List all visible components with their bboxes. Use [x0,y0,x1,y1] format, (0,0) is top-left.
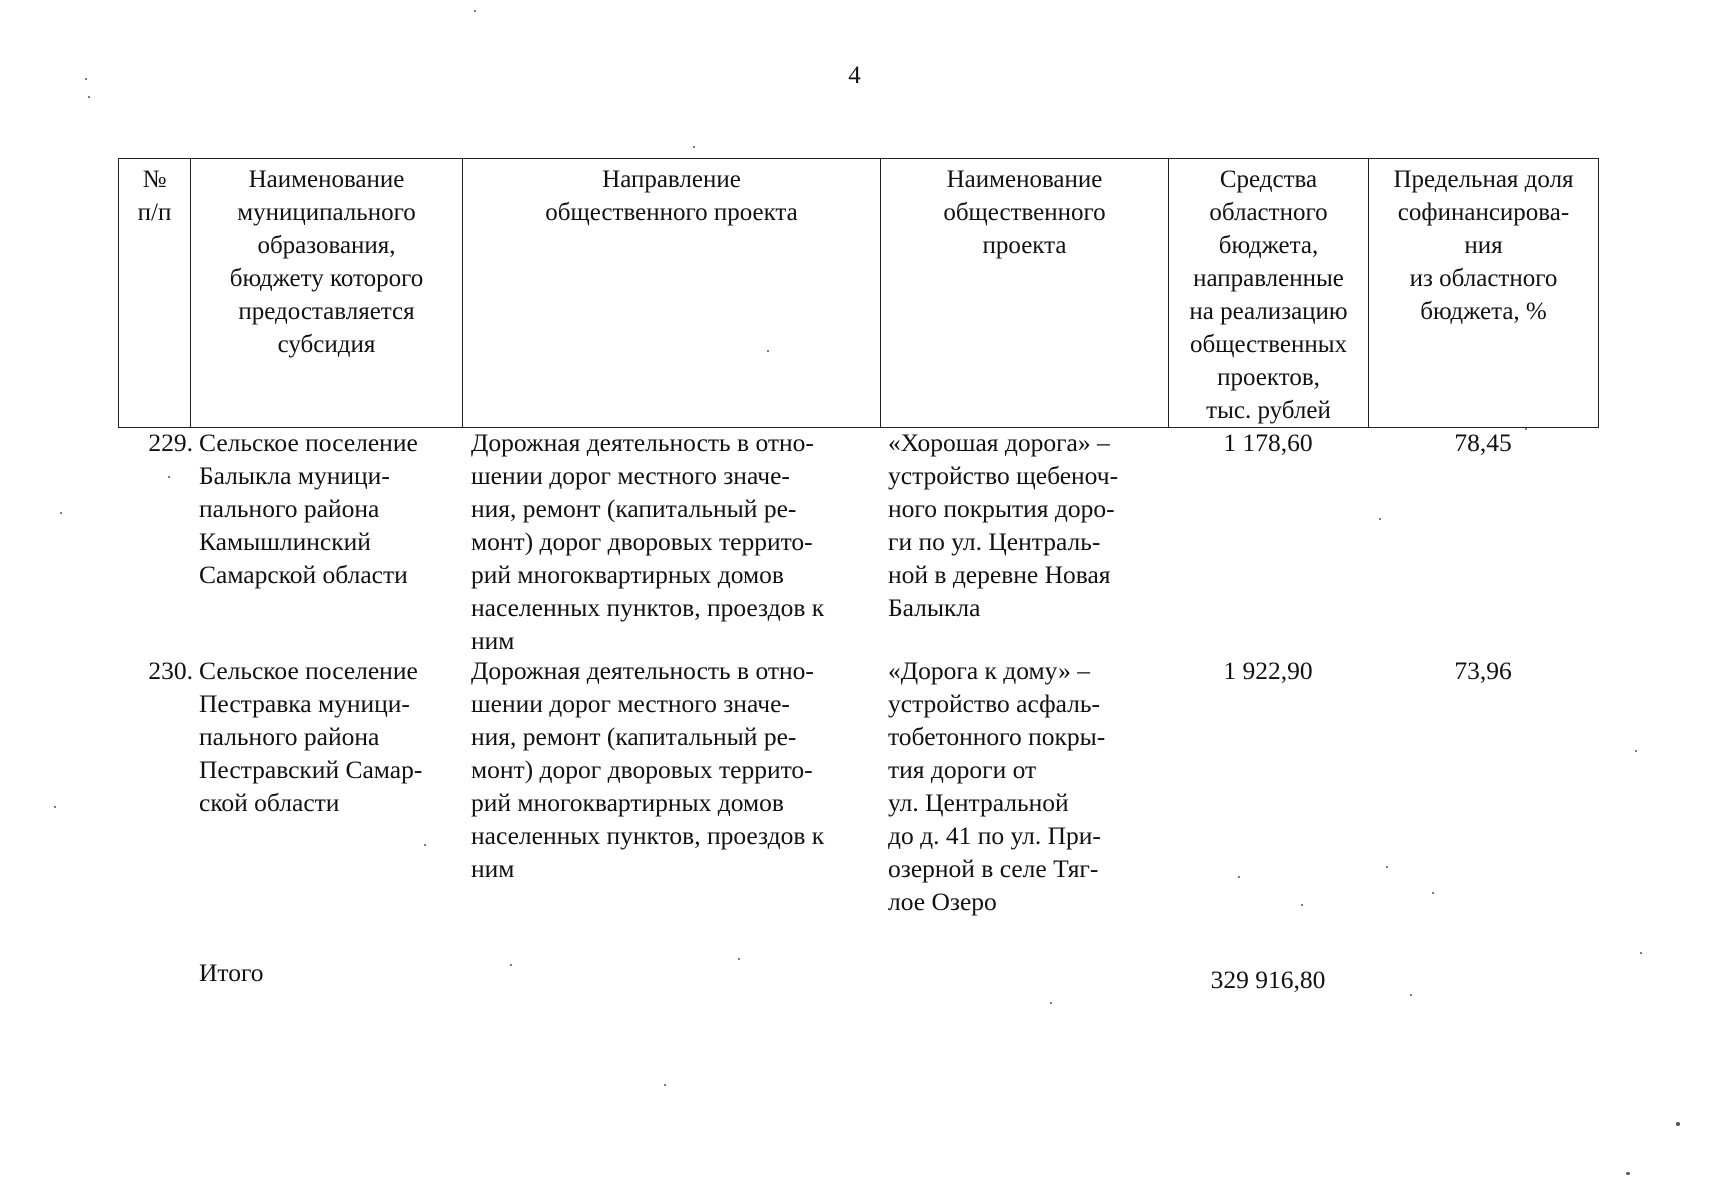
scan-speck [738,958,740,960]
scan-speck [510,964,512,966]
row-municipality: Сельское поселение Пестравка муници- пального района Пестравский Самар- ской области [199,656,423,817]
scan-speck [1626,1172,1630,1175]
row-funds: 1 922,90 [1223,656,1313,685]
scan-speck [88,96,90,98]
header-funds: Средства областного бюджета, направленные на реализацию общественных проектов, тыс. рублей [1169,159,1369,428]
scan-speck [1432,892,1434,894]
scan-speck [474,10,476,12]
total-value: 329 916,80 [1210,965,1326,994]
table-header [118,158,1599,428]
row-share: 73,96 [1454,656,1512,685]
scan-speck [1676,1122,1680,1126]
scan-speck [85,78,87,80]
row-number: 229. [148,428,193,457]
row-funds: 1 178,60 [1223,428,1313,457]
scan-speck [1379,518,1381,520]
header-share: Предельная доля софинансирова- ния из областного бюджета, % [1369,159,1599,428]
page-number: 4 [848,62,861,89]
row-direction: Дорожная деятельность в отно- шении дорог местного значе- ния, ремонт (капитальный ре- монт) дорог дворовых террито- рий многоквартирных домов населенных пунктов, проездов к ним [471,428,825,655]
header-municipality: Наименование муниципального образования, бюджету которого предоставляется субсидия [191,159,463,428]
row-project-name: «Дорога к дому» – устройство асфаль- тобетонного покры- тия дороги от ул. Центральной до д. 41 по ул. При- озерной в селе Тяг- лое Озеро [888,656,1106,916]
scan-speck [1525,428,1527,430]
scan-speck [54,806,56,808]
row-municipality: Сельское поселение Балыкла муници- пального района Камышлинский Самарской области [199,428,418,589]
row-direction: Дорожная деятельность в отно- шении дорог местного значе- ния, ремонт (капитальный ре- монт) дорог дворовых террито- рий многоквартирных домов населенных пунктов, проездов к ним [471,656,825,883]
row-share: 78,45 [1454,428,1512,457]
scan-speck [1301,904,1303,906]
header-number: № п/п [119,159,191,428]
scan-speck [60,512,62,514]
header-project-name: Наименование общественного проекта [881,159,1169,428]
scan-speck [1050,1002,1052,1004]
scan-speck [693,146,695,148]
scan-speck [1635,750,1637,752]
header-direction: Направление общественного проекта [463,159,881,428]
row-project-name: «Хорошая дорога» – устройство щебеноч- ного покрытия доро- ги по ул. Централь- ной в деревне Новая Балыкла [888,428,1119,622]
scan-speck [424,844,426,846]
scan-speck [1238,876,1240,878]
scan-speck [664,1084,666,1086]
scan-speck [168,476,170,478]
scan-speck [1410,994,1412,996]
scan-speck [1640,952,1642,954]
row-number: 230. [148,656,193,685]
total-label: Итого [199,958,264,987]
scan-speck [767,350,769,352]
scan-speck [1386,866,1388,868]
